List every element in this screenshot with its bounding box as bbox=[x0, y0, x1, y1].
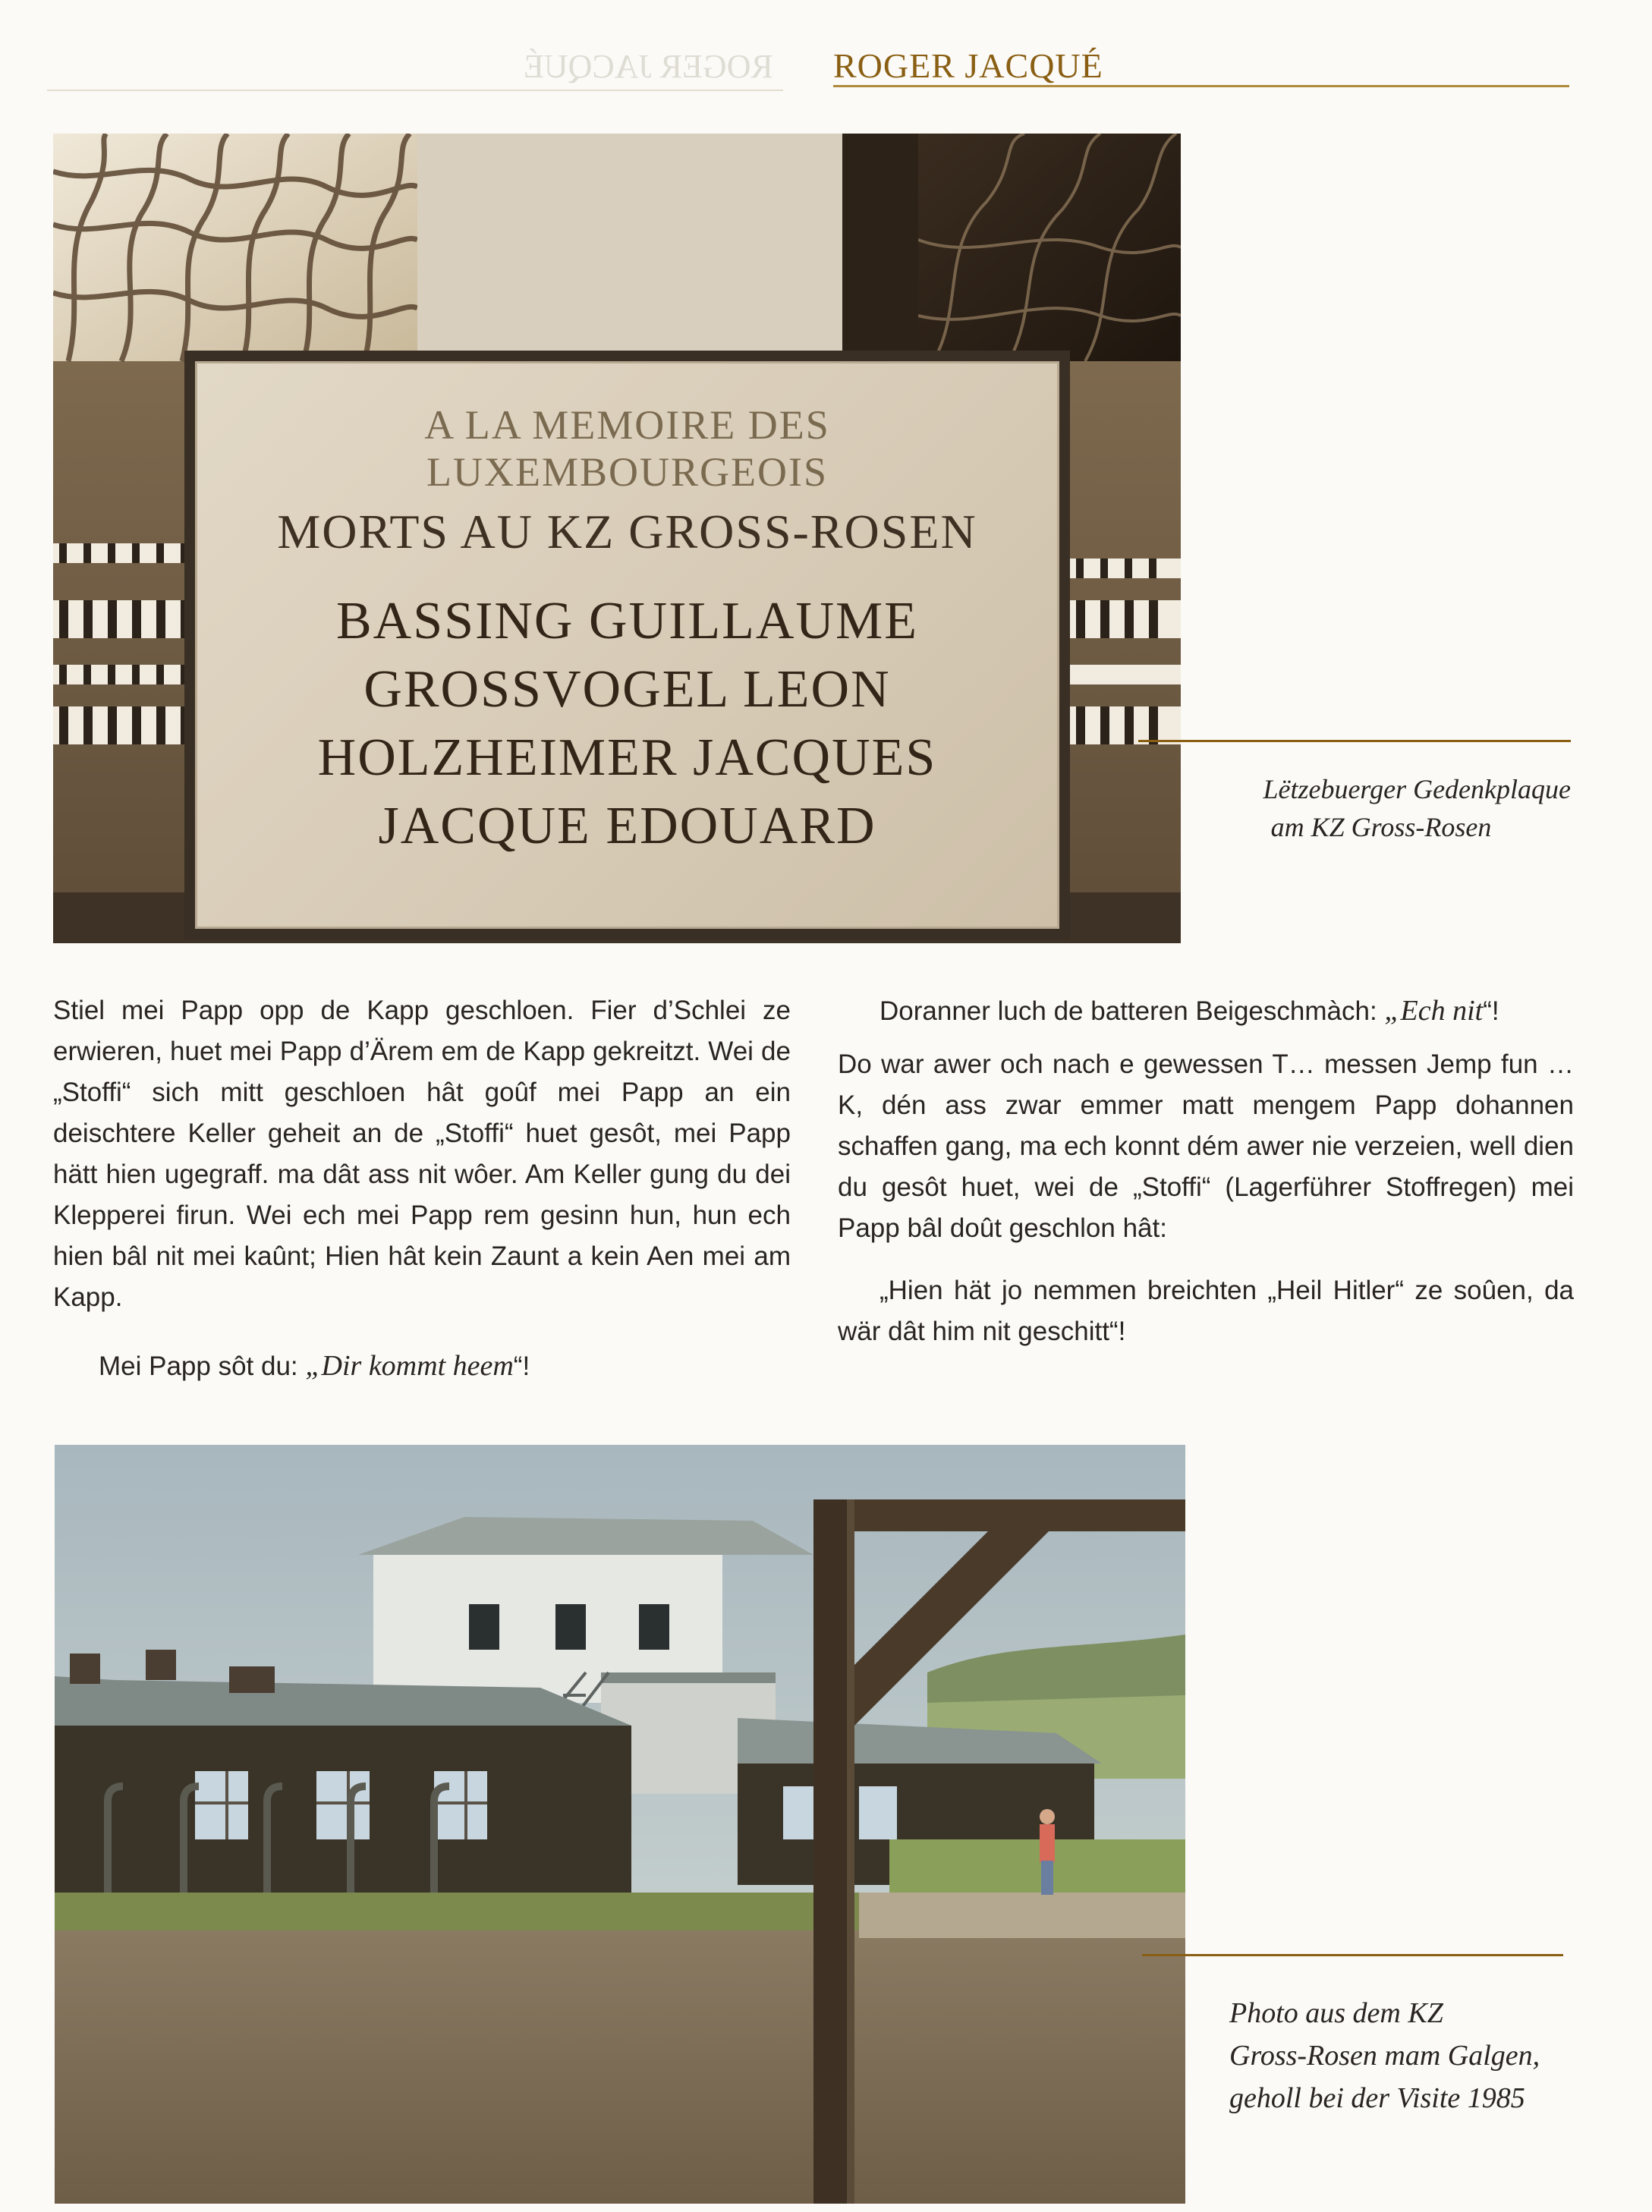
caption-camp-line-1: Photo aus dem KZ bbox=[1229, 1997, 1443, 2029]
left-paragraph-2 bbox=[53, 1345, 791, 1387]
caption-plaque-line-2: am KZ Gross-Rosen bbox=[1270, 812, 1492, 842]
plaque-line-3: MORTS AU KZ GROSS-ROSEN bbox=[277, 505, 977, 559]
plaque-line-1: A LA MEMOIRE DES bbox=[424, 402, 830, 448]
caption-rule-camp bbox=[1142, 1954, 1563, 1956]
running-title: ROGER JACQUÉ bbox=[833, 46, 1103, 85]
left-paragraph-2-end: “! bbox=[513, 1351, 530, 1381]
right-column bbox=[838, 990, 1574, 1352]
plaque-line-2: LUXEMBOURGEOIS bbox=[426, 449, 828, 495]
camp-scene bbox=[55, 1445, 1185, 2204]
left-paragraph-1: Stiel mei Papp opp de Kapp geschloen. Fier d’Schlei ze erwieren, huet mei Papp d’Ärem em de Kapp gekreitzt. Wei de „Stoffi“ sich mitt geschloen hât goûf mei Papp an ein deischtere Keller geheit an de „Stoffi“ huet gesôt, mei Papp hätt hien ugegraff. ma dât ass nit wôer. Am Keller gung du dei Klepperei firun. Wei ech mei Papp rem gesinn hun, hun ech hien bâl nit mei kaûnt; Hien hât kein Zaunt a kein Aen mei am Kapp. bbox=[53, 996, 791, 1312]
caption-plaque-line-1: Lëtzebuerger Gedenkplaque bbox=[1263, 774, 1571, 804]
plaque-line-4: BASSING GUILLAUME bbox=[335, 592, 919, 650]
memorial-plaque bbox=[195, 361, 1059, 929]
memorial-plaque-photo bbox=[53, 134, 1181, 943]
right-paragraph-1-end: “! bbox=[1483, 996, 1499, 1026]
left-paragraph-2-lead: Mei Papp sôt du: bbox=[99, 1351, 306, 1381]
left-column bbox=[53, 990, 791, 1387]
plaque-line-6: HOLZHEIMER JACQUES bbox=[317, 728, 937, 787]
right-paragraph-2: Do war awer och nach e gewessen T… messen Jemp fun …K, dén ass zwar emmer matt mengem Papp dohannen schaffen gang, ma ech konnt dém awer nie verzeien, well dien du gesôt huet, wei de „Stoffi“ (Lagerführer Stoffregen) mei Papp bâl doût geschlon hât: bbox=[838, 1049, 1574, 1243]
caption-camp-line-2: Gross-Rosen mam Galgen, bbox=[1229, 2040, 1540, 2072]
right-paragraph-3: „Hien hät jo nemmen breichten „Heil Hitler“ ze soûen, da wär dât him nit geschitt“! bbox=[838, 1276, 1574, 1346]
left-paragraph-2-quote: „Dir kommt heem bbox=[305, 1350, 514, 1382]
caption-plaque bbox=[1214, 770, 1571, 846]
bleed-through-rule bbox=[47, 90, 783, 91]
caption-camp-line-3: geholl bei der Visite 1985 bbox=[1229, 2082, 1525, 2114]
camp-gallows-photo bbox=[55, 1445, 1185, 2204]
caption-rule-plaque bbox=[1138, 740, 1571, 742]
header-rule bbox=[833, 85, 1569, 87]
caption-camp bbox=[1229, 1992, 1586, 2119]
right-paragraph-1-quote: „Ech nit bbox=[1384, 995, 1484, 1027]
right-paragraph-1-lead: Doranner luch de batteren Beigeschmàch: bbox=[879, 996, 1385, 1026]
right-paragraph-1 bbox=[838, 990, 1574, 1032]
bleed-through-title: ROGER JACQUÉ bbox=[524, 48, 773, 85]
plaque-line-5: GROSSVOGEL LEON bbox=[363, 660, 891, 719]
plaque-line-7: JACQUE EDOUARD bbox=[378, 797, 876, 855]
